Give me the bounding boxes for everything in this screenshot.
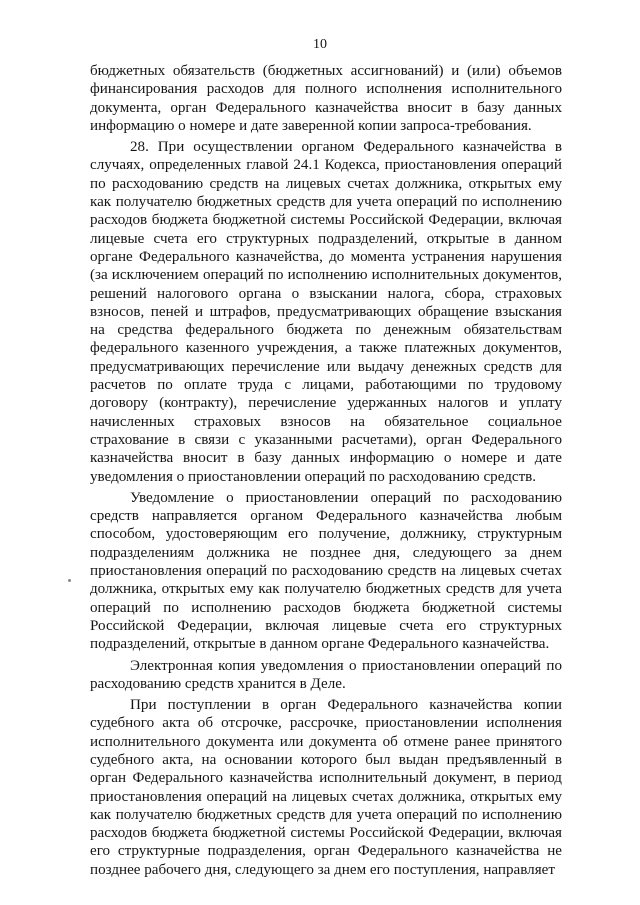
paragraph-item-28: 28. При осуществлении органом Федерального казначейства в случаях, определенных главой 24.1 Кодекса, приостановления операций по расходованию средств на лицевых счетах должника, открытых ему как получателю бюджетных средств для учета операций по исполнению расходов бюджета бюджетной системы Российской Федерации, включая лицевые счета его структурных подразделений, открытые в данном органе Федерального казначейства, до момента устранения нарушения (за исключением операций по исполнению исполнительных документов, решений налогового органа о взыскании налога, сбора, страховых взносов, пеней и штрафов, предусматривающих обращение взыскания на средства федерального бюджета по денежным обязательствам федерального казенного учреждения, а также платежных документов, предусматривающих перечисление или выдачу денежных средств для расчетов по оплате труда с лицами, работающими по трудовому договору (контракту), перечисление удержанных налогов и уплату начисленных страховых взносов на обязательное социальное страхование в связи с указанными расчетами), орган Федерального казначейства вносит в базу данных информацию о номере и дате уведомления о приостановлении операций по расходованию средств. <box>90 139 562 485</box>
paragraph-electronic-copy: Электронная копия уведомления о приостановлении операций по расходованию средств хранится в Деле. <box>90 657 562 692</box>
paragraph-court-act: При поступлении в орган Федерального казначейства копии судебного акта об отсрочке, рассрочке, приостановлении исполнения исполнительного документа или документа об отмене ранее принятого судебного акта, на основании которого был выдан предъявленный в орган Федерального казначейства исполнительный документ, в период приостановления операций на лицевых счетах должника, открытых ему как получателю бюджетных средств для учета операций по исполнению расходов бюджета бюджетной системы Российской Федерации, включая его структурные подразделения, орган Федерального казначейства не позднее рабочего дня, следующего за днем его поступления, направляет <box>90 697 562 878</box>
page-number: 10 <box>313 37 327 52</box>
document-body <box>90 62 562 882</box>
paragraph-continuation: бюджетных обязательств (бюджетных ассигнований) и (или) объемов финансирования расходов для полного исполнения исполнительного документа, орган Федерального казначейства вносит в базу данных информацию о номере и дате заверенной копии запроса-требования. <box>90 63 562 134</box>
margin-dot-mark <box>68 579 71 582</box>
paragraph-notice-sending: Уведомление о приостановлении операций по расходованию средств направляется органом Федерального казначейства любым способом, удостоверяющим его получение, должнику, структурным подразделениям должника не позднее дня, следующего за днем приостановления операций по расходованию средств на лицевых счетах должника, открытых ему как получателю бюджетных средств для учета операций по исполнению расходов бюджета бюджетной системы Российской Федерации, включая лицевые счета его структурных подразделений, открытые в данном органе Федерального казначейства. <box>90 489 562 653</box>
